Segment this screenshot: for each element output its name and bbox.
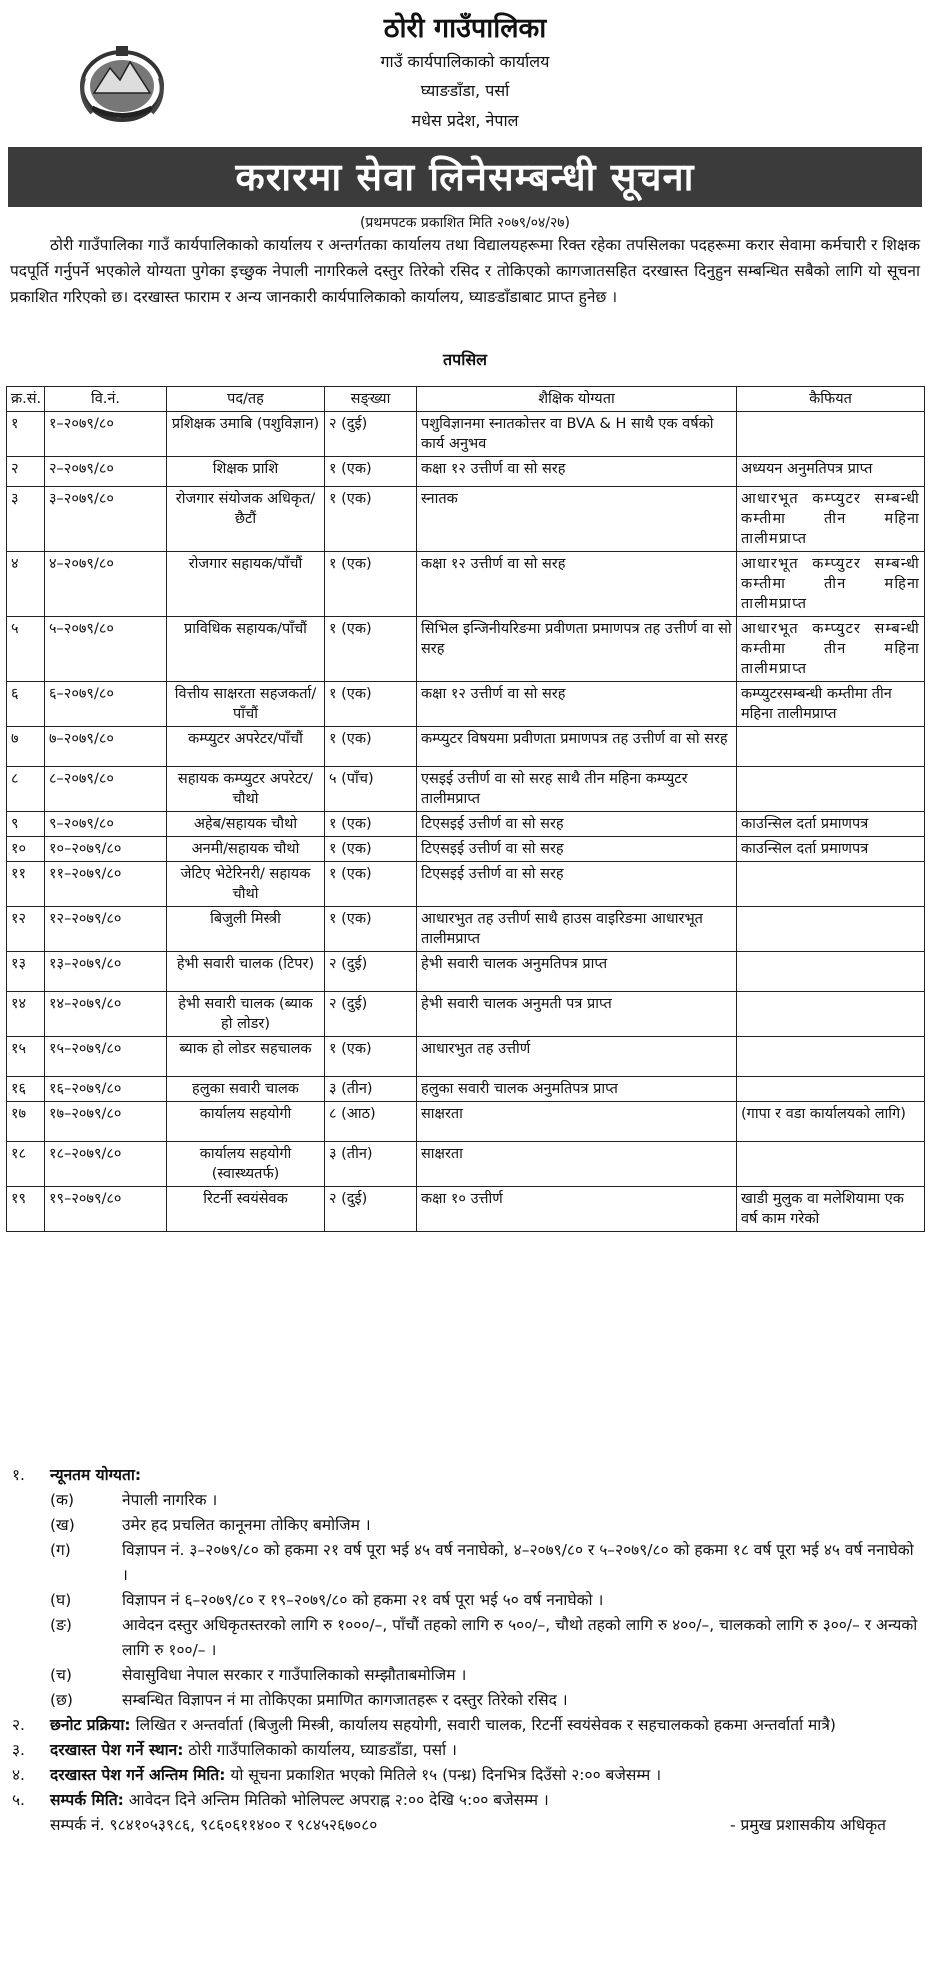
cell-sn: ४ xyxy=(7,552,45,617)
cell-qualification: कक्षा १२ उत्तीर्ण वा सो सरह xyxy=(417,682,737,727)
contact-title: सम्पर्क मिति: xyxy=(50,1791,124,1809)
table-row xyxy=(7,1187,925,1232)
cell-post: हलुका सवारी चालक xyxy=(167,1077,325,1102)
cell-sn: ८ xyxy=(7,767,45,812)
notice-header xyxy=(0,0,930,145)
table-row xyxy=(7,952,925,992)
cell-qualification: हेभी सवारी चालक अनुमतिपत्र प्राप्त xyxy=(417,952,737,992)
contact-phones-line xyxy=(12,1813,920,1838)
cell-adv-no: १७–२०७९/८० xyxy=(45,1102,167,1142)
table-row xyxy=(7,457,925,487)
cell-post: हेभी सवारी चालक (ब्याक हो लोडर) xyxy=(167,992,325,1037)
cell-count: ३ (तीन) xyxy=(325,1142,417,1187)
cell-post: कम्प्युटर अपरेटर/पाँचौं xyxy=(167,727,325,767)
cell-post: अहेब/सहायक चौथो xyxy=(167,812,325,837)
table-row xyxy=(7,862,925,907)
cell-sn: १९ xyxy=(7,1187,45,1232)
cell-adv-no: ६–२०७९/८० xyxy=(45,682,167,727)
cell-count: १ (एक) xyxy=(325,552,417,617)
cell-count: १ (एक) xyxy=(325,907,417,952)
cell-sn: ६ xyxy=(7,682,45,727)
requirement-label: (छ) xyxy=(50,1691,73,1709)
cell-qualification: कक्षा १२ उत्तीर्ण वा सो सरह xyxy=(417,457,737,487)
requirement-item xyxy=(12,1688,920,1713)
cell-remarks xyxy=(737,992,925,1037)
cell-remarks: अध्ययन अनुमतिपत्र प्राप्त xyxy=(737,457,925,487)
cell-qualification: टिएसइई उत्तीर्ण वा सो सरह xyxy=(417,837,737,862)
table-row xyxy=(7,837,925,862)
cell-post: सहायक कम्प्युटर अपरेटर/चौथो xyxy=(167,767,325,812)
table-row xyxy=(7,412,925,457)
cell-count: १ (एक) xyxy=(325,682,417,727)
cell-post: बिजुली मिस्त्री xyxy=(167,907,325,952)
table-row xyxy=(7,552,925,617)
table-row xyxy=(7,1037,925,1077)
table-row xyxy=(7,1077,925,1102)
cell-post: अनमी/सहायक चौथो xyxy=(167,837,325,862)
submission-place xyxy=(12,1738,920,1763)
table-row xyxy=(7,1142,925,1187)
cell-remarks xyxy=(737,862,925,907)
cell-qualification: हेभी सवारी चालक अनुमती पत्र प्राप्त xyxy=(417,992,737,1037)
requirement-item xyxy=(12,1613,920,1663)
cell-adv-no: २–२०७९/८० xyxy=(45,457,167,487)
cell-sn: १४ xyxy=(7,992,45,1037)
cell-qualification: सिभिल इन्जिनीयरिङमा प्रवीणता प्रमाणपत्र तह उत्तीर्ण वा सो सरह xyxy=(417,617,737,682)
min-qual-title: न्यूनतम योग्यता: xyxy=(50,1466,142,1484)
col-header-qual: शैक्षिक योग्यता xyxy=(417,387,737,412)
details-heading: तपसिल xyxy=(442,350,488,369)
cell-post: रोजगार संयोजक अधिकृत/छैटौं xyxy=(167,487,325,552)
cell-qualification: टिएसइई उत्तीर्ण वा सो सरह xyxy=(417,862,737,907)
cell-adv-no: १०–२०७९/८० xyxy=(45,837,167,862)
cell-remarks: आधारभूत कम्प्युटर सम्बन्धी कम्तीमा तीन महिना तालीमप्राप्त xyxy=(737,552,925,617)
cell-sn: ३ xyxy=(7,487,45,552)
cell-remarks: काउन्सिल दर्ता प्रमाणपत्र xyxy=(737,812,925,837)
cell-adv-no: १६–२०७९/८० xyxy=(45,1077,167,1102)
cell-qualification: स्नातक xyxy=(417,487,737,552)
cell-qualification: एसइई उत्तीर्ण वा सो सरह साथै तीन महिना कम्प्युटर तालीमप्राप्त xyxy=(417,767,737,812)
cell-post: ब्याक हो लोडर सहचालक xyxy=(167,1037,325,1077)
cell-sn: ११ xyxy=(7,862,45,907)
table-row xyxy=(7,992,925,1037)
cell-count: ८ (आठ) xyxy=(325,1102,417,1142)
cell-remarks xyxy=(737,727,925,767)
intro-paragraph: ठोरी गाउँपालिका गाउँ कार्यपालिकाको कार्यालय र अन्तर्गतका कार्यालय तथा विद्यालयहरूमा रिक्त रहेका तपसिलका पदहरूमा करार सेवामा कर्मचारी र शिक्षक पदपूर्ति गर्नुपर्ने भएकोले योग्यता पुगेका इच्छुक नेपाली नागरिकले दस्तुर तिरेको रसिद र तोकिएको कागजातसहित दरखास्त दिनुहुन सम्बन्धित सबैको लागि यो सूचना प्रकाशित गरिएको छ। दरखास्त फाराम र अन्य जानकारी कार्यपालिकाको कार्यालय, घ्याङडाँडाबाट प्राप्त हुनेछ । xyxy=(10,236,920,306)
cell-post: कार्यालय सहयोगी (स्वास्थ्यतर्फ) xyxy=(167,1142,325,1187)
cell-adv-no: ४–२०७९/८० xyxy=(45,552,167,617)
cell-sn: १२ xyxy=(7,907,45,952)
col-header-num: सङ्ख्या xyxy=(325,387,417,412)
cell-count: ३ (तीन) xyxy=(325,1077,417,1102)
cell-count: १ (एक) xyxy=(325,457,417,487)
cell-count: १ (एक) xyxy=(325,812,417,837)
cell-adv-no: १९–२०७९/८० xyxy=(45,1187,167,1232)
cell-qualification: टिएसइई उत्तीर्ण वा सो सरह xyxy=(417,812,737,837)
deadline-title: दरखास्त पेश गर्ने अन्तिम मिति: xyxy=(50,1766,226,1784)
place-number: ३. xyxy=(12,1741,25,1759)
requirement-label: (ख) xyxy=(50,1516,75,1534)
requirement-label: (ङ) xyxy=(50,1616,72,1634)
cell-count: २ (दुई) xyxy=(325,1187,417,1232)
contact-number: ५. xyxy=(12,1791,25,1809)
cell-remarks xyxy=(737,1142,925,1187)
cell-adv-no: ५–२०७९/८० xyxy=(45,617,167,682)
cell-count: २ (दुई) xyxy=(325,992,417,1037)
requirement-text: विज्ञापन नं ६–२०७९/८० र १९–२०७९/८० को हकमा २१ वर्ष पूरा भई ५० वर्ष ननाघेको । xyxy=(122,1591,604,1609)
cell-sn: ९ xyxy=(7,812,45,837)
selection-text: लिखित र अन्तर्वार्ता (बिजुली मिस्त्री, कार्यालय सहयोगी, सवारी चालक, रिटर्नी स्वयंसेवक र सहचालकको हकमा अन्तर्वार्ता मात्रै) xyxy=(135,1716,836,1734)
cell-qualification: कक्षा १२ उत्तीर्ण वा सो सरह xyxy=(417,552,737,617)
cell-remarks xyxy=(737,412,925,457)
requirement-item xyxy=(12,1663,920,1688)
cell-qualification: साक्षरता xyxy=(417,1142,737,1187)
table-row xyxy=(7,682,925,727)
requirement-label: (घ) xyxy=(50,1591,72,1609)
cell-remarks xyxy=(737,767,925,812)
cell-remarks xyxy=(737,1037,925,1077)
table-row xyxy=(7,487,925,552)
requirement-item xyxy=(12,1488,920,1513)
cell-sn: १७ xyxy=(7,1102,45,1142)
cell-adv-no: १–२०७९/८० xyxy=(45,412,167,457)
requirements-section xyxy=(12,1463,920,1838)
cell-post: जेटिए भेटेरिनरी/ सहायक चौथो xyxy=(167,862,325,907)
signature: - प्रमुख प्रशासकीय अधिकृत xyxy=(729,1816,886,1834)
cell-qualification: हलुका सवारी चालक अनुमतिपत्र प्राप्त xyxy=(417,1077,737,1102)
submission-deadline xyxy=(12,1763,920,1788)
requirement-text: सेवासुविधा नेपाल सरकार र गाउँपालिकाको सम्झौताबमोजिम । xyxy=(122,1666,467,1684)
cell-sn: १६ xyxy=(7,1077,45,1102)
cell-remarks xyxy=(737,1077,925,1102)
cell-sn: १८ xyxy=(7,1142,45,1187)
cell-remarks xyxy=(737,952,925,992)
cell-post: रोजगार सहायक/पाँचौं xyxy=(167,552,325,617)
office-name: गाउँ कार्यपालिकाको कार्यालय xyxy=(380,52,550,71)
cell-count: १ (एक) xyxy=(325,617,417,682)
requirement-text: आवेदन दस्तुर अधिकृतस्तरको लागि रु १०००/–, पाँचौं तहको लागि रु ५००/–, चौथो तहको लागि रु ४००/–, चालकको लागि रु ३००/– र अन्यको लागि रु १००/– । xyxy=(122,1616,918,1659)
cell-count: १ (एक) xyxy=(325,1037,417,1077)
table-row xyxy=(7,907,925,952)
cell-count: १ (एक) xyxy=(325,727,417,767)
cell-adv-no: ११–२०७९/८० xyxy=(45,862,167,907)
cell-post: शिक्षक प्राशि xyxy=(167,457,325,487)
cell-remarks: कम्प्युटरसम्बन्धी कम्तीमा तीन महिना तालीमप्राप्त xyxy=(737,682,925,727)
cell-adv-no: १३–२०७९/८० xyxy=(45,952,167,992)
table-row xyxy=(7,812,925,837)
cell-qualification: आधारभुत तह उत्तीर्ण साथै हाउस वाइरिङमा आधारभूत तालीमप्राप्त xyxy=(417,907,737,952)
cell-qualification: कम्प्युटर विषयमा प्रवीणता प्रमाणपत्र तह उत्तीर्ण वा सो सरह xyxy=(417,727,737,767)
requirement-label: (ग) xyxy=(50,1541,71,1559)
col-header-adv: वि.नं. xyxy=(45,387,167,412)
requirement-text: सम्बन्धित विज्ञापन नं मा तोकिएका प्रमाणित कागजातहरू र दस्तुर तिरेको रसिद । xyxy=(122,1691,568,1709)
cell-sn: १० xyxy=(7,837,45,862)
requirement-text: उमेर हद प्रचलित कानूनमा तोकिए बमोजिम । xyxy=(122,1516,371,1534)
cell-count: १ (एक) xyxy=(325,862,417,907)
cell-count: २ (दुई) xyxy=(325,412,417,457)
office-address: घ्याङडाँडा, पर्सा xyxy=(420,81,510,100)
cell-post: कार्यालय सहयोगी xyxy=(167,1102,325,1142)
cell-adv-no: १२–२०७९/८० xyxy=(45,907,167,952)
requirement-label: (च) xyxy=(50,1666,72,1684)
cell-adv-no: ३–२०७९/८० xyxy=(45,487,167,552)
min-qual-heading xyxy=(12,1463,920,1488)
cell-qualification: आधारभुत तह उत्तीर्ण xyxy=(417,1037,737,1077)
cell-sn: १५ xyxy=(7,1037,45,1077)
cell-remarks: खाडी मुलुक वा मलेशियामा एक वर्ष काम गरेको xyxy=(737,1187,925,1232)
requirement-text: विज्ञापन नं. ३–२०७९/८० को हकमा २१ वर्ष पूरा भई ४५ वर्ष ननाघेको, ४–२०७९/८० र ५–२०७९/८० को हकमा १८ वर्ष पूरा भई ४५ वर्ष ननाघेको । xyxy=(122,1541,914,1584)
cell-sn: २ xyxy=(7,457,45,487)
requirement-item xyxy=(12,1588,920,1613)
cell-remarks: आधारभूत कम्प्युटर सम्बन्धी कम्तीमा तीन महिना तालीमप्राप्त xyxy=(737,617,925,682)
deadline-number: ४. xyxy=(12,1766,25,1784)
cell-remarks: (गापा र वडा कार्यालयको लागि) xyxy=(737,1102,925,1142)
org-name: ठोरी गाउँपालिका xyxy=(383,13,547,44)
cell-post: हेभी सवारी चालक (टिपर) xyxy=(167,952,325,992)
col-header-remarks: कैफियत xyxy=(737,387,925,412)
deadline-text: यो सूचना प्रकाशित भएको मितिले १५ (पन्ध्र) दिनभित्र दिउँसो २:०० बजेसम्म । xyxy=(230,1766,662,1784)
cell-adv-no: १५–२०७९/८० xyxy=(45,1037,167,1077)
requirement-item xyxy=(12,1513,920,1538)
col-header-sn: क्र.सं. xyxy=(7,387,45,412)
cell-sn: ७ xyxy=(7,727,45,767)
table-row xyxy=(7,617,925,682)
cell-qualification: कक्षा १० उत्तीर्ण xyxy=(417,1187,737,1232)
cell-remarks: आधारभूत कम्प्युटर सम्बन्धी कम्तीमा तीन महिना तालीमप्राप्त xyxy=(737,487,925,552)
cell-remarks xyxy=(737,907,925,952)
publication-date: (प्रथमपटक प्रकाशित मिति २०७९/०४/२७) xyxy=(359,215,571,231)
cell-sn: १३ xyxy=(7,952,45,992)
cell-sn: १ xyxy=(7,412,45,457)
selection-number: २. xyxy=(12,1716,25,1734)
cell-remarks: काउन्सिल दर्ता प्रमाणपत्र xyxy=(737,837,925,862)
cell-post: प्राविधिक सहायक/पाँचौं xyxy=(167,617,325,682)
cell-adv-no: १४–२०७९/८० xyxy=(45,992,167,1037)
requirement-text: नेपाली नागरिक । xyxy=(122,1491,218,1509)
notice-title-banner: करारमा सेवा लिनेसम्बन्धी सूचना xyxy=(8,147,922,207)
table-row xyxy=(7,1102,925,1142)
col-header-post: पद/तह xyxy=(167,387,325,412)
cell-post: वित्तीय साक्षरता सहजकर्ता/पाँचौं xyxy=(167,682,325,727)
cell-count: १ (एक) xyxy=(325,837,417,862)
cell-adv-no: ७–२०७९/८० xyxy=(45,727,167,767)
selection-process xyxy=(12,1713,920,1738)
cell-qualification: साक्षरता xyxy=(417,1102,737,1142)
min-qual-number: १. xyxy=(12,1466,25,1484)
cell-count: २ (दुई) xyxy=(325,952,417,992)
requirement-item xyxy=(12,1538,920,1588)
cell-post: प्रशिक्षक उमाबि (पशुविज्ञान) xyxy=(167,412,325,457)
table-header-row xyxy=(7,387,925,412)
cell-adv-no: १८–२०७९/८० xyxy=(45,1142,167,1187)
place-text: ठोरी गाउँपालिकाको कार्यालय, घ्याङडाँडा, पर्सा । xyxy=(188,1741,457,1759)
cell-adv-no: ८–२०७९/८० xyxy=(45,767,167,812)
contact-text: आवेदन दिने अन्तिम मितिको भोलिपल्ट अपराह्न २:०० देखि ५:०० बजेसम्म । xyxy=(128,1791,549,1809)
contact-phones: सम्पर्क नं. ९८४१०५३९८६, ९८६०६११४०० र ९८४५२६७०८० xyxy=(50,1816,378,1834)
requirement-label: (क) xyxy=(50,1491,74,1509)
cell-count: १ (एक) xyxy=(325,487,417,552)
province-line: मधेस प्रदेश, नेपाल xyxy=(411,111,519,130)
place-title: दरखास्त पेश गर्ने स्थान: xyxy=(50,1741,184,1759)
vacancy-table xyxy=(6,386,925,1232)
selection-title: छनोट प्रक्रिया: xyxy=(50,1716,131,1734)
table-row xyxy=(7,727,925,767)
cell-post: रिटर्नी स्वयंसेवक xyxy=(167,1187,325,1232)
contact-date xyxy=(12,1788,920,1813)
cell-count: ५ (पाँच) xyxy=(325,767,417,812)
table-row xyxy=(7,767,925,812)
cell-adv-no: ९–२०७९/८० xyxy=(45,812,167,837)
cell-qualification: पशुविज्ञानमा स्नातकोत्तर वा BVA & H साथै एक वर्षको कार्य अनुभव xyxy=(417,412,737,457)
cell-sn: ५ xyxy=(7,617,45,682)
